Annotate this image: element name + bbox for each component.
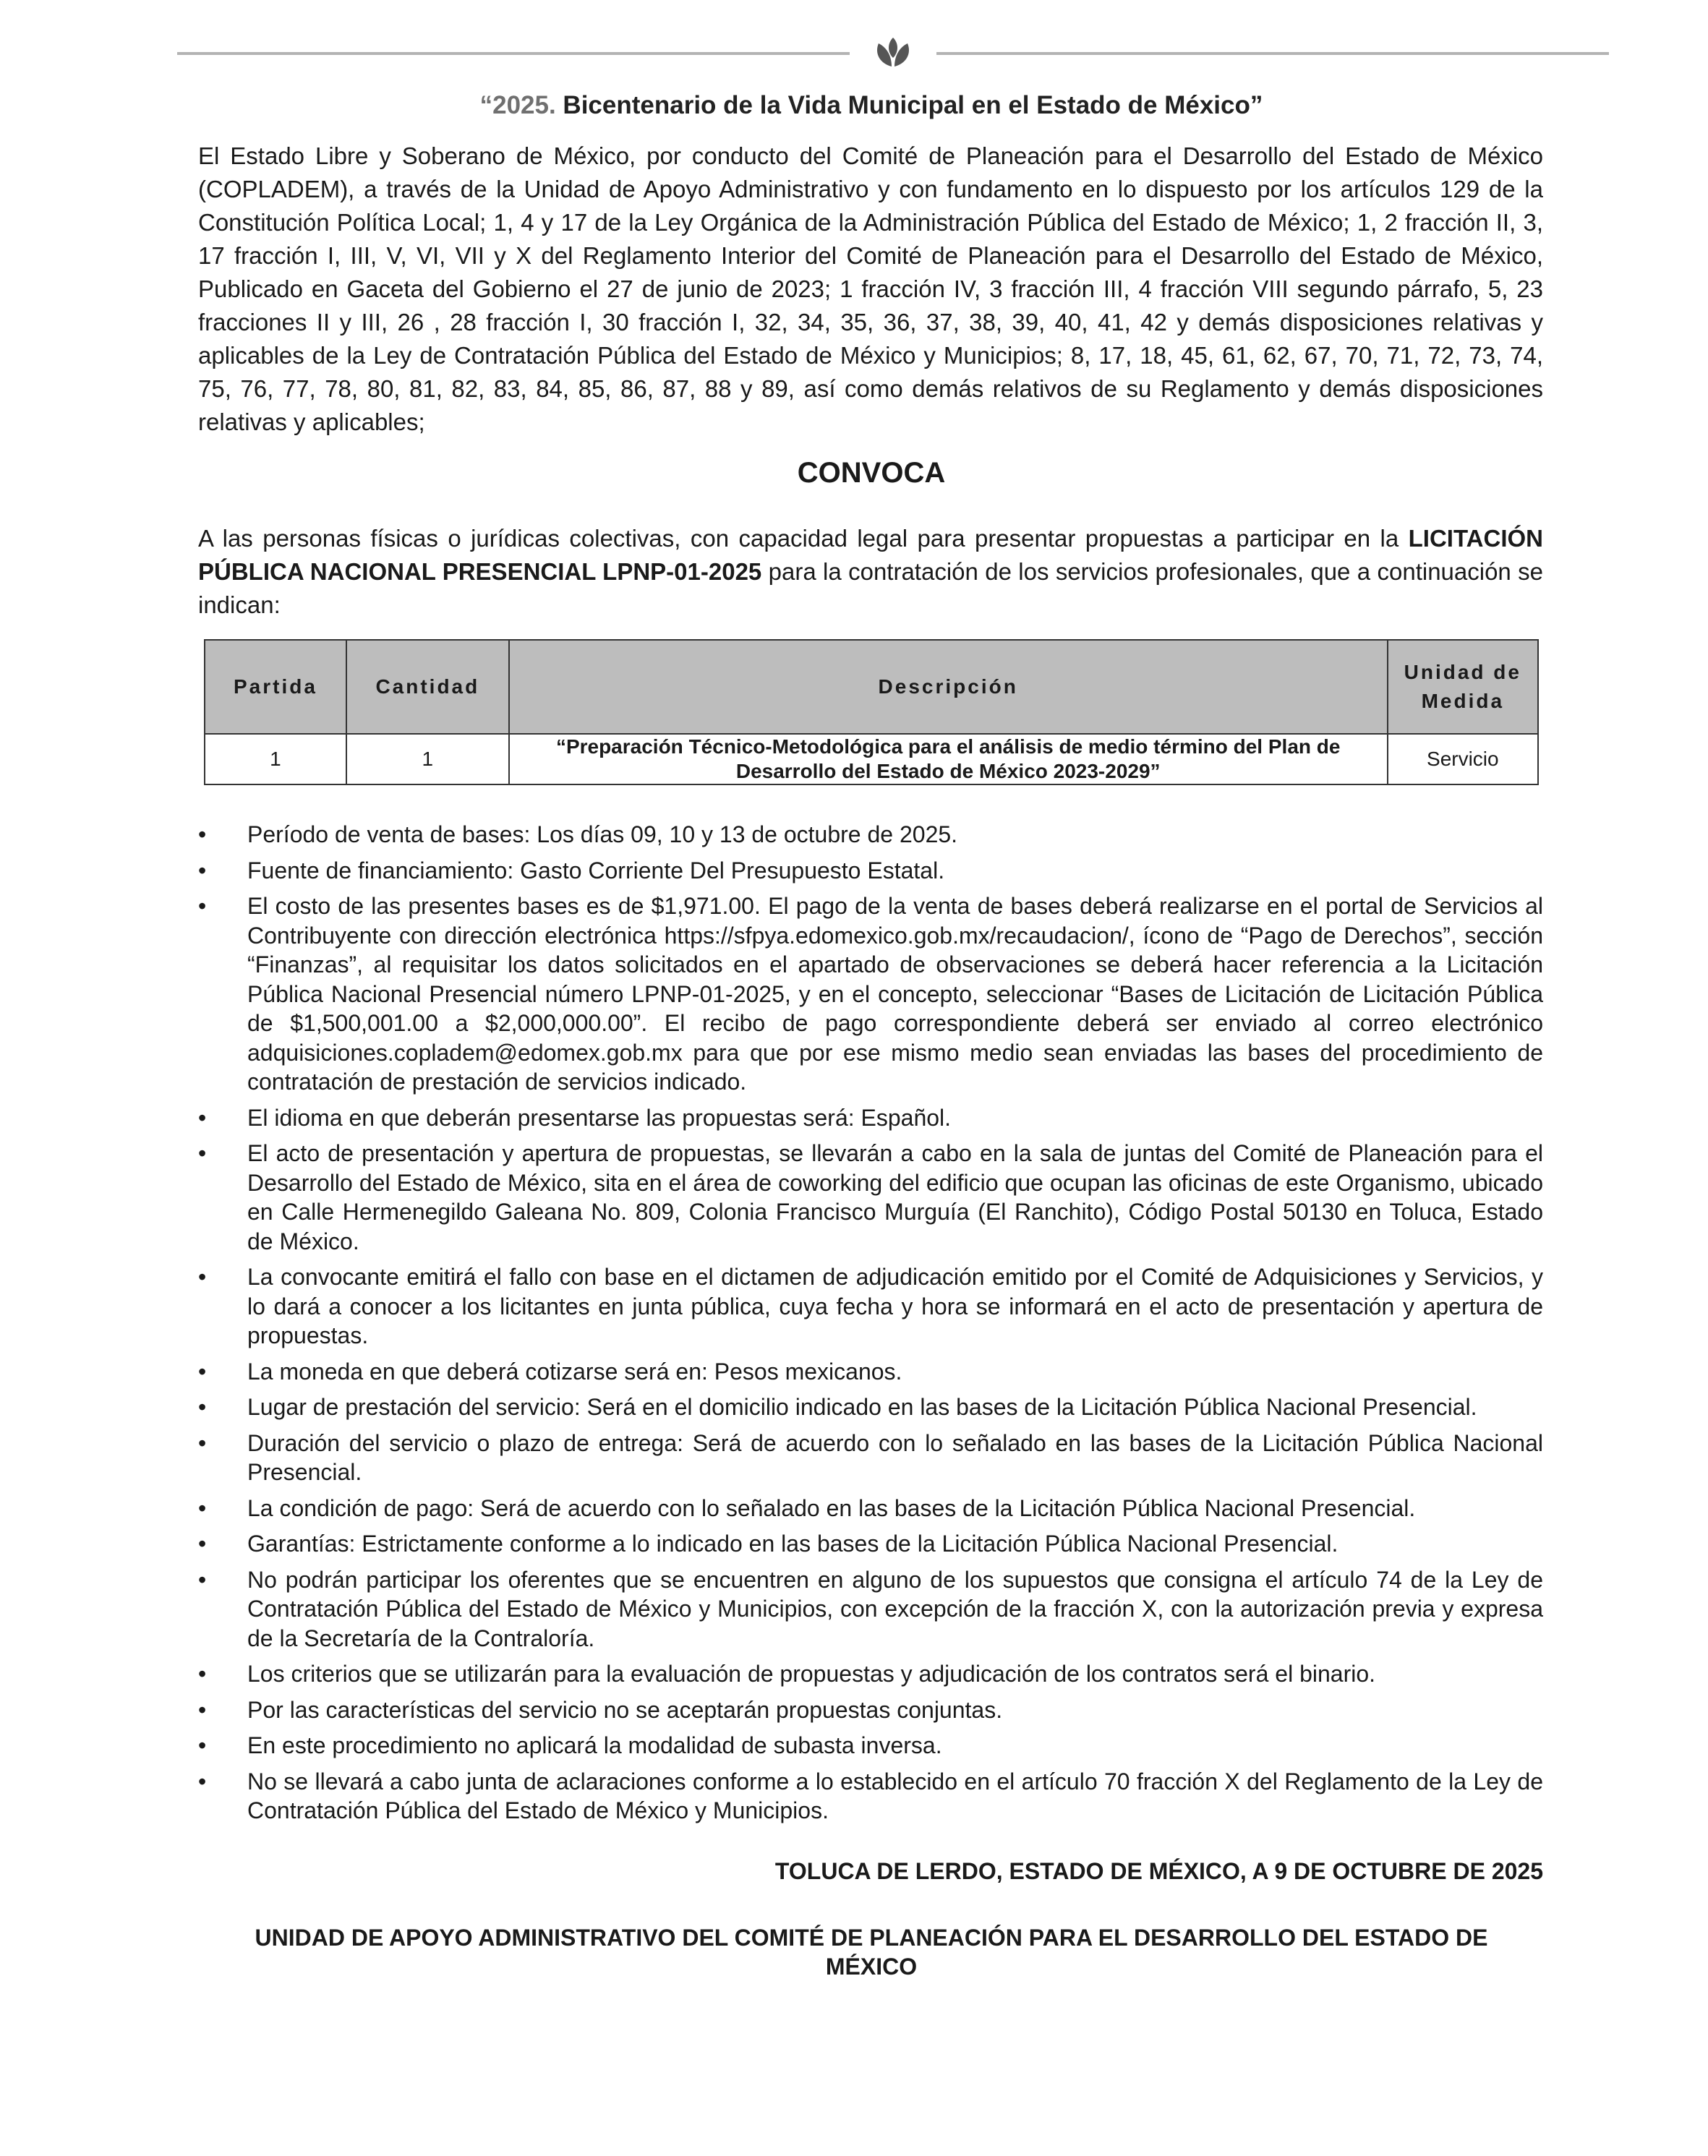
list-item [198,1357,1543,1387]
cell-cantidad: 1 [346,734,509,784]
list-item [198,1262,1543,1351]
list-item [198,1529,1543,1559]
bullet-icon: • [198,1104,207,1131]
bullet-icon: • [198,1494,207,1521]
list-item [198,1767,1543,1826]
list-item-text: Garantías: Estrictamente conforme a lo indicado en las bases de la Licitación Pública Nacional Presencial. [247,1531,1338,1557]
bullet-icon: • [198,1394,207,1420]
list-item-text: El idioma en que deberán presentarse las propuestas será: Español. [247,1104,952,1131]
motto-text: Bicentenario de la Vida Municipal en el Estado de México” [555,91,1263,119]
bullet-icon: • [198,1566,207,1593]
cell-unidad: Servicio [1388,734,1538,784]
header-unidad: Unidad de Medida [1388,640,1538,734]
list-item-text: El acto de presentación y apertura de propuestas, se llevarán a cabo en la sala de juntas del Comité de Planeación para el Desarrollo del Estado de México, sita en el área de coworking del edificio que ocupan las oficinas de este Organismo, ubicado en Calle Hermenegildo Galeana No. 809, Colonia Francisco Murguía (El Ranchito), Código Postal 50130 en Toluca, Estado de México. [247,1140,1543,1254]
list-item-text: Duración del servicio o plazo de entrega: Será de acuerdo con lo señalado en las bases de la Licitación Pública Nacional Presencial. [247,1429,1543,1485]
list-item-text: En este procedimiento no aplicará la modalidad de subasta inversa. [247,1732,942,1758]
header-rule-left [177,52,850,55]
list-item [198,1429,1543,1487]
bullet-icon: • [198,893,207,919]
list-item-text: No podrán participar los oferentes que se encuentren en alguno de los supuestos que consigna el artículo 74 de la Ley de Contratación Pública del Estado de México y Municipios, con excepción de la fracción X, con la autorización previa y expresa de la Secretaría de la Contraloría. [247,1566,1543,1651]
services-table [204,639,1539,785]
list-item [198,1565,1543,1654]
tender-id: LICITACIÓN PÚBLICA NACIONAL PRESENCIAL LPNP-01-2025 [198,525,1543,585]
list-item [198,1659,1543,1689]
cell-partida: 1 [205,734,346,784]
cell-descripcion: “Preparación Técnico-Metodológica para el análisis de medio término del Plan de Desarrollo del Estado de México 2023-2029” [509,734,1388,784]
header-divider [177,45,1609,64]
header-cantidad: Cantidad [346,640,509,734]
list-item [198,1695,1543,1725]
list-item [198,1103,1543,1133]
bullet-icon: • [198,857,207,884]
signature-block: UNIDAD DE APOYO ADMINISTRATIVO DEL COMITÉ DE PLANEACIÓN PARA EL DESARROLLO DEL ESTADO DE MÉXICO [255,1925,1488,1980]
invite-text-after: para la contratación de los servicios profesionales, que a continuación se indican: [198,558,1543,618]
bullet-icon: • [198,1429,207,1456]
motto-year: “2025. [479,91,556,119]
list-item-text: La moneda en que deberá cotizarse será en: Pesos mexicanos. [247,1358,902,1385]
list-item-text: Los criterios que se utilizarán para la evaluación de propuestas y adjudicación de los contratos será el binario. [247,1661,1376,1687]
list-item [198,891,1543,1097]
invite-paragraph [198,522,1543,622]
table-row [205,734,1538,784]
bullet-icon: • [198,1264,207,1290]
invite-text-before: A las personas físicas o jurídicas colectivas, con capacidad legal para presentar propuestas a participar en la [198,525,1409,552]
list-item-text: Período de venta de bases: Los días 09, 10 y 13 de octubre de 2025. [247,821,958,847]
list-item [198,1731,1543,1761]
motto-heading [195,91,1547,120]
bullet-icon: • [198,1732,207,1758]
place-date: TOLUCA DE LERDO, ESTADO DE MÉXICO, A 9 DE OCTUBRE DE 2025 [774,1858,1543,1884]
header-descripcion: Descripción [509,640,1388,734]
bullet-icon: • [198,1768,207,1794]
list-item [198,856,1543,886]
list-item-text: Lugar de prestación del servicio: Será en el domicilio indicado en las bases de la Licitación Pública Nacional Presencial. [247,1394,1477,1420]
list-item [198,1393,1543,1422]
list-item [198,1494,1543,1523]
list-item-text: Por las características del servicio no se aceptarán propuestas conjuntas. [247,1696,1003,1723]
bullet-icon: • [198,821,207,847]
intro-paragraph: El Estado Libre y Soberano de México, por conducto del Comité de Planeación para el Desarrollo del Estado de México (COPLADEM), a través de la Unidad de Apoyo Administrativo y con fundamento en lo dispuesto por los artículos 129 de la Constitución Política Local; 1, 4 y 17 de la Ley Orgánica de la Administración Pública del Estado de México; 1, 2 fracción II, 3, 17 fracción I, III, V, VI, VII y X del Reglamento Interior del Comité de Planeación para el Desarrollo del Estado de México, Publicado en Gaceta del Gobierno el 27 de junio de 2023; 1 fracción IV, 3 fracción III, 4 fracción VIII segundo párrafo, 5, 23 fracciones II y III, 26 , 28 fracción I, 30 fracción I, 32, 34, 35, 36, 37, 38, 39, 40, 41, 42 y demás disposiciones relativas y aplicables de la Ley de Contratación Pública del Estado de México y Municipios; 8, 17, 18, 45, 61, 62, 67, 70, 71, 72, 73, 74, 75, 76, 77, 78, 80, 81, 82, 83, 84, 85, 86, 87, 88 y 89, así como demás relativos de su Reglamento y demás disposiciones relativas y aplicables; [198,142,1543,435]
list-item-text: Fuente de financiamiento: Gasto Corriente Del Presupuesto Estatal. [247,857,945,884]
bullet-icon: • [198,1358,207,1385]
header-partida: Partida [205,640,346,734]
list-item-text: La condición de pago: Será de acuerdo con lo señalado en las bases de la Licitación Pública Nacional Presencial. [247,1494,1416,1521]
list-item-text: La convocante emitirá el fallo con base en el dictamen de adjudicación emitido por el Comité de Adquisiciones y Servicios, y lo dará a conocer a los licitantes en junta pública, cuya fecha y hora se informará en el acto de presentación y apertura de propuestas. [247,1264,1543,1348]
convoca-title: CONVOCA [797,457,946,489]
conditions-list [198,820,1543,1832]
list-item [198,1139,1543,1256]
bullet-icon: • [198,1696,207,1723]
list-item-text: El costo de las presentes bases es de $1,971.00. El pago de la venta de bases deberá realizarse en el portal de Servicios al Contribuyente con dirección electrónica https://sfpya.edomexico.gob.mx/recaudacion/, ícono de “Pago de Derechos”, sección “Finanzas”, al requisitar los datos solicitados en el apartado de observaciones se deberá hacer referencia a la Licitación Pública Nacional Presencial número LPNP-01-2025, y en el concepto, seleccionar “Bases de Licitación de Licitación Pública de $1,500,001.00 a $2,000,000.00”. El recibo de pago correspondiente deberá ser enviado al correo electrónico adquisiciones.copladem@edomex.gob.mx para que por ese mismo medio sean enviadas las bases del procedimiento de contratación de prestación de servicios indicado. [247,893,1543,1095]
list-item [198,820,1543,850]
table-header-row [205,640,1538,734]
list-item-text: No se llevará a cabo junta de aclaraciones conforme a lo establecido en el artículo 70 fracción X del Reglamento de la Ley de Contratación Pública del Estado de México y Municipios. [247,1768,1543,1823]
bullet-icon: • [198,1140,207,1166]
leaf-logo-icon [857,33,929,74]
bullet-icon: • [198,1661,207,1687]
bullet-icon: • [198,1531,207,1557]
header-rule-right [936,52,1609,55]
